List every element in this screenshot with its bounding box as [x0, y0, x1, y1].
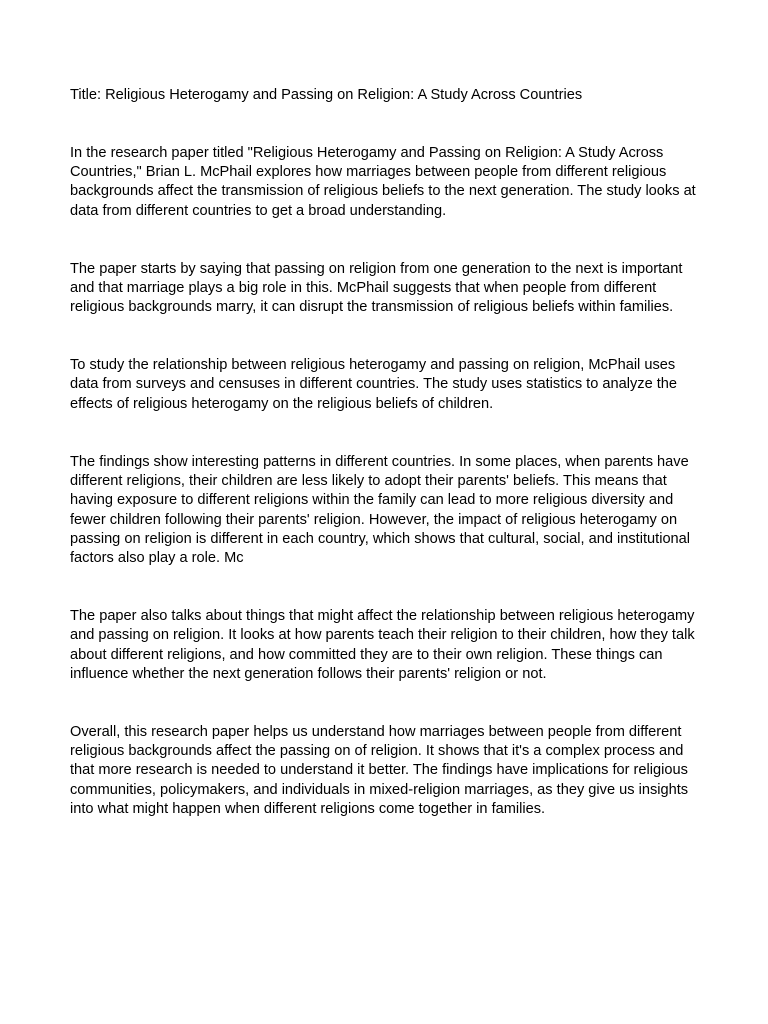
- paragraph-background: The paper starts by saying that passing on religion from one generation to the next is important and that marriage plays a big role in this. McPhail suggests that when people from different religious backgrounds marry, it can disrupt the transmission of religious beliefs within families.: [70, 260, 683, 316]
- document-body: [70, 86, 702, 858]
- paragraph-methods: To study the relationship between religious heterogamy and passing on religion, McPhail uses data from surveys and censuses in different countries. The study uses statistics to analyze the effects of religious heterogamy on the religious beliefs of children.: [70, 357, 678, 412]
- paragraph-conclusion: Overall, this research paper helps us understand how marriages between people from different religious backgrounds affect the passing on of religion. It shows that it's a complex process and that more research is needed to understand it better. The findings have implications for religious communities, policymakers, and individuals in mixed-religion marriages, as they give us insights into what might happen when different religions come together in families.: [70, 723, 689, 817]
- paragraph-introduction: In the research paper titled "Religious Heterogamy and Passing on Religion: A Study Across Countries," Brian L. McPhail explores how marriages between people from different religious backgrounds affect the transmission of religious beliefs to the next generation. The study looks at data from different countries to get a broad understanding.: [70, 144, 696, 219]
- document-title: Title: Religious Heterogamy and Passing on Religion: A Study Across Countries: [70, 87, 583, 103]
- paragraph-findings: The findings show interesting patterns in different countries. In some places, when parents have different religions, their children are less likely to adopt their parents' beliefs. This means that having exposure to different religions within the family can lead to more religious diversity and fewer children following their parents' religion. However, the impact of religious heterogamy on passing on religion is different in each country, which shows that cultural, social, and institutional factors also play a role. Mc: [70, 453, 691, 567]
- paragraph-factors: The paper also talks about things that might affect the relationship between religious heterogamy and passing on religion. It looks at how parents teach their religion to their children, how they talk about different religions, and how committed they are to their own religion. These things can influence whether the next generation follows their parents' religion or not.: [70, 608, 695, 682]
